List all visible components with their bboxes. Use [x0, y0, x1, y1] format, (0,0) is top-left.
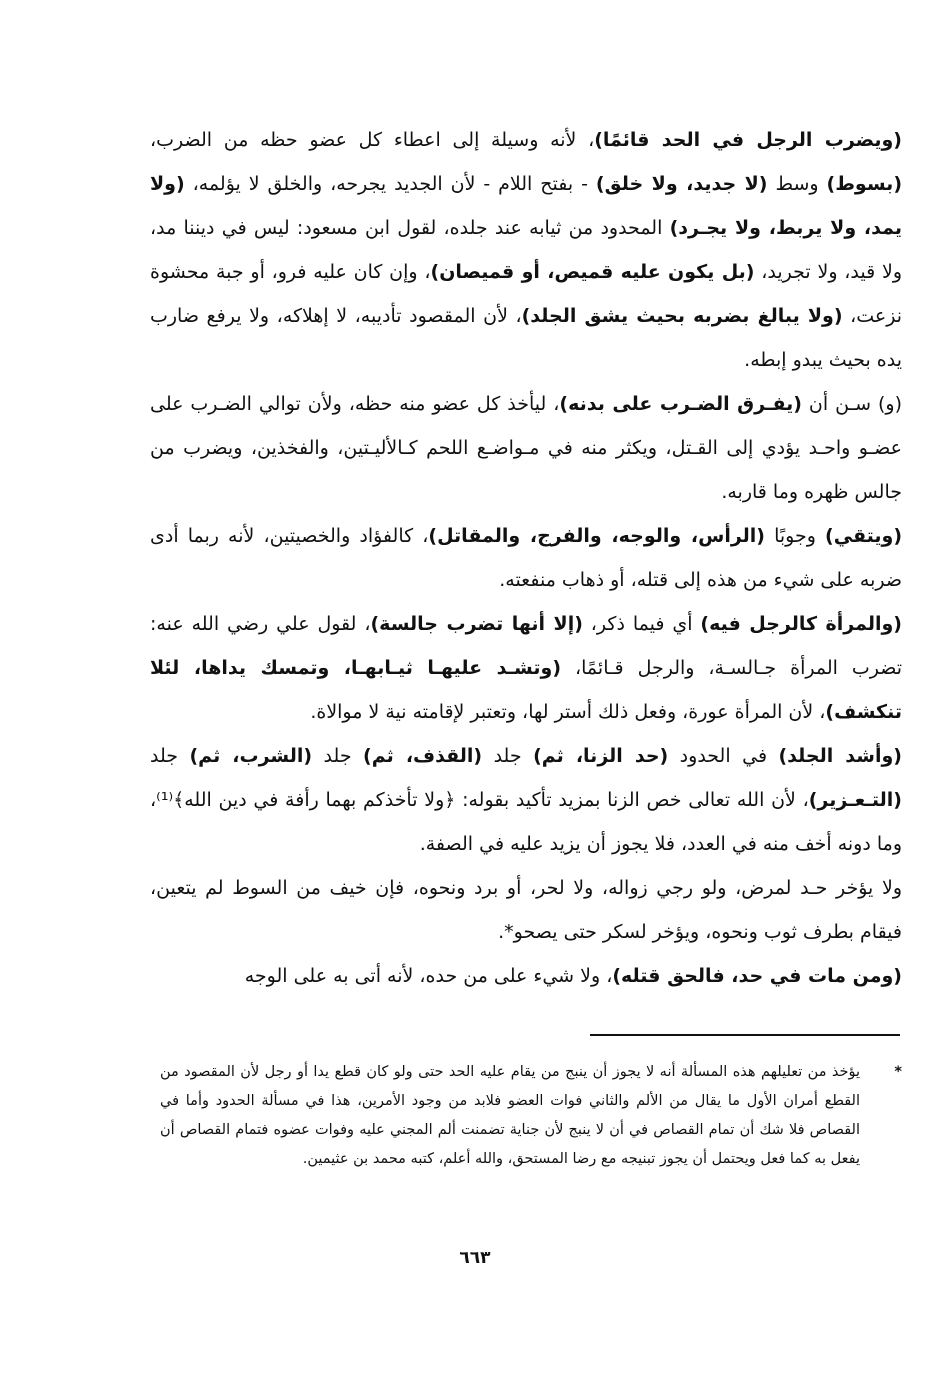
page-number: ٦٦٣: [459, 1248, 491, 1268]
paragraph: [150, 118, 902, 382]
footnote-text: يؤخذ من تعليلهم هذه المسألة أنه لا يجوز أن ينبج من يقام عليه الحد حتى ولو كان قطع يدا أو رجل لأن المقصود من القطع أمران الأول ما يقال من الألم والثاني فوات العضو فلابد من وجود الأمرين، هذا في مسألة الحدود وأما في القصاص فلا شك أن تمام القصاص في أن لا ينبج لأن جناية تضمنت ألم المجني عليه وفوات عضوه فتمام القصاص أن يفعل به كما فعل ويحتمل أن يجوز تبنيجه مع رضا المستحق، والله أعلم، كتبه محمد بن عثيمين.: [160, 1064, 860, 1167]
matn-text: (وتشـد عليهـا ثيـابهـا، وتمسك يداها، لئلا تنكشف): [150, 657, 902, 723]
footnote-divider: [590, 1034, 900, 1036]
matn-text: (الشرب، ثم): [189, 745, 313, 767]
matn-text: (القذف، ثم): [363, 745, 483, 767]
sharh-text: في الحدود: [668, 745, 779, 767]
matn-text: (ويتقي): [825, 525, 902, 547]
sharh-text: جلد: [312, 745, 364, 767]
footnote-marker: *: [894, 1064, 902, 1080]
sharh-text: وجوبًا: [765, 525, 826, 547]
paragraph: [150, 602, 902, 734]
matn-text: (وأشد الجلد): [778, 745, 902, 767]
sharh-text: ، لأن المقصود تأديبه، لا إهلاكه، ولا يرفع ضارب يده بحيث يبدو إبطه.: [150, 305, 902, 371]
matn-text: (لا جديد، ولا خلق): [595, 173, 768, 195]
sharh-text: ، لأن المرأة عورة، وفعل ذلك أستر لها، وتعتبر لإقامته نية لا موالاة.: [310, 701, 826, 723]
sharh-text: وسط: [767, 173, 827, 195]
sharh-text: جلد: [482, 745, 534, 767]
paragraph: [150, 514, 902, 602]
page-body: [150, 118, 902, 998]
sharh-text: ، ليأخذ كل عضو منه حظه، ولأن توالي الضـرب على عضـو واحـد يؤدي إلى القـتل، ويكثر منه في مـواضـع اللحم كـالأليـتين، والفخذين، ويضرب من جالس ظهره وما قاربه.: [150, 393, 902, 503]
sharh-text: ، وإن كان عليه فرو، أو جبة محشوة نزعت،: [150, 261, 902, 327]
matn-text: (ويضرب الرجل في الحد قائمًا): [594, 129, 902, 151]
sharh-text: - بفتح اللام - لأن الجديد يجرحه، والخلق لا يؤلمه،: [184, 173, 596, 195]
sharh-text: ، لأنه وسيلة إلى اعطاء كل عضو حظه من الضرب،: [150, 129, 595, 151]
matn-text: (التـعـزير): [808, 789, 902, 811]
matn-text: (ولا يبالغ بضربه بحيث يشق الجلد): [521, 305, 843, 327]
paragraph: [150, 382, 902, 514]
matn-text: (ومن مات في حد، فالحق قتله): [612, 965, 902, 987]
matn-text: (والمرأة كالرجل فيه): [700, 613, 902, 635]
paragraph: [150, 954, 902, 998]
sharh-text: (و) سـن أن: [801, 393, 902, 415]
sharh-text: ولا يؤخر حـد لمرض، ولو رجي زواله، ولا لحر، أو برد ونحوه، فإن خيف من السوط لم يتعين، فيقام بطرف ثوب ونحوه، ويؤخر لسكر حتى يصحو*.: [150, 877, 902, 943]
paragraph: [150, 734, 902, 866]
sharh-text: ، ولا شيء على من حده، لأنه أتى به على الوجه: [244, 965, 613, 987]
main-text: [150, 118, 902, 998]
matn-text: (الرأس، والوجه، والفرج، والمقاتل): [428, 525, 765, 547]
matn-text: (بسوط): [826, 173, 902, 195]
matn-text: (بل يكون عليه قميص، أو قميصان): [430, 261, 755, 283]
sharh-text: جلد: [150, 745, 190, 767]
sharh-text: أي فيما ذكر،: [582, 613, 701, 635]
matn-text: (ولا يمد، ولا يربط، ولا يجـرد): [150, 173, 902, 239]
sharh-text: ، لأن الله تعالى خص الزنا بمزيد تأكيد بقوله: ﴿ولا تأخذكم بهما رأفة في دين الله﴾⁽¹⁾، وما دونه أخف منه في العدد، فلا يجوز أن يزيد عليه في الصفة.: [150, 789, 902, 855]
matn-text: (حد الزنا، ثم): [533, 745, 669, 767]
sharh-text: ، كالفؤاد والخصيتين، لأنه ربما أدى ضربه على شيء من هذه إلى قتله، أو ذهاب منفعته.: [150, 525, 902, 591]
sharh-text: ، لقول علي رضي الله عنه: تضرب المرأة جـالسـة، والرجل قـائمًا،: [150, 613, 902, 679]
matn-text: (يفـرق الضـرب على بدنه): [559, 393, 802, 415]
paragraph: [150, 866, 902, 954]
sharh-text: المحدود من ثيابه عند جلده، لقول ابن مسعود: ليس في ديننا مد، ولا قيد، ولا تجريد،: [150, 217, 903, 283]
footnote: [160, 1058, 902, 1174]
matn-text: (إلا أنها تضرب جالسة): [370, 613, 583, 635]
